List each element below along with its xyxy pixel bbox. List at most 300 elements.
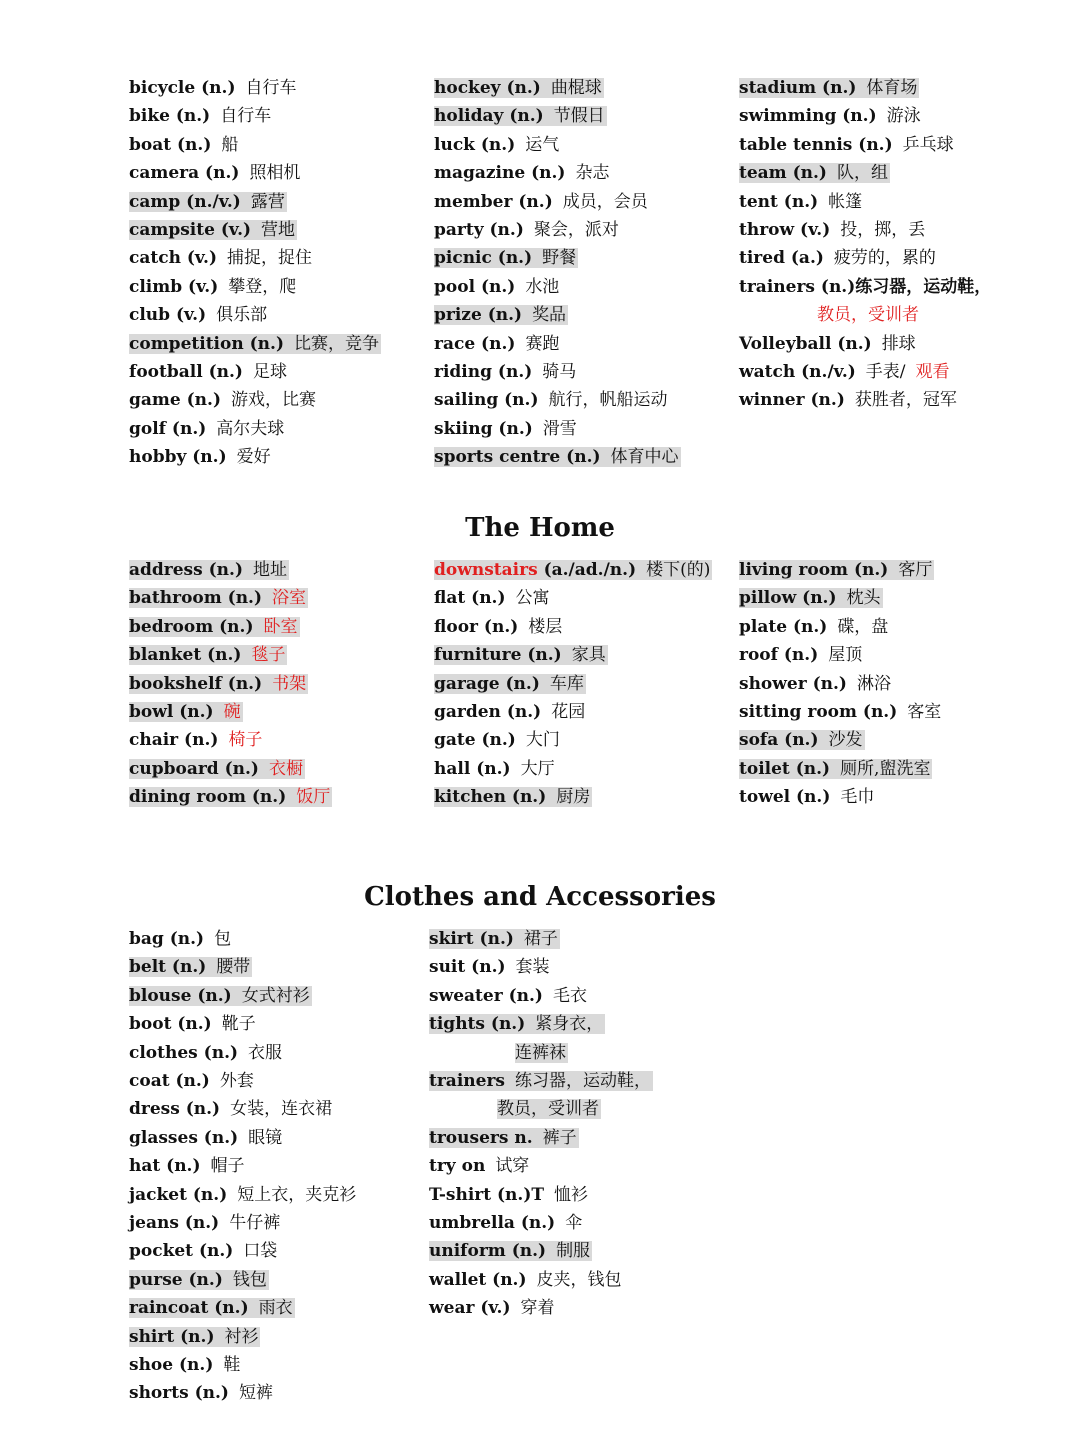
vocab-term: tights (n.): [429, 1014, 526, 1035]
vocab-entry: [434, 218, 619, 242]
vocab-entry: [739, 360, 950, 384]
vocab-translation: 大厅: [520, 758, 555, 779]
vocab-translation: 节假日: [553, 106, 605, 127]
vocab-term: boat (n.): [129, 134, 212, 155]
vocab-entry-content: [129, 447, 271, 467]
vocab-entry: [429, 1097, 601, 1121]
vocab-entry: [434, 133, 559, 157]
vocab-translation: 车库: [549, 673, 584, 694]
vocab-term: sitting room (n.): [739, 702, 898, 722]
vocab-term: magazine (n.): [434, 163, 566, 184]
vocab-translation: 包: [214, 929, 232, 949]
vocab-translation: 毛巾: [840, 787, 875, 808]
vocab-term: pocket (n.): [129, 1241, 234, 1262]
vocab-term: holiday (n.): [434, 106, 544, 127]
vocab-translation: 公寓: [515, 588, 550, 609]
vocab-entry: [429, 1012, 605, 1036]
vocab-entry-content: [429, 1156, 529, 1176]
vocab-term: shoe (n.): [129, 1355, 214, 1375]
vocab-term: living room (n.): [739, 560, 889, 580]
vocab-entry-content: [429, 1270, 622, 1290]
vocab-entry: [434, 104, 607, 128]
vocab-translation: 沙发: [828, 730, 863, 751]
vocab-term: trousers n.: [429, 1127, 533, 1148]
vocab-entry-content: [739, 645, 862, 665]
vocab-entry-content: [739, 730, 865, 750]
vocab-entry-content: [739, 362, 950, 382]
vocab-term: cupboard (n.): [129, 758, 259, 779]
vocab-term: shirt (n.): [129, 1326, 215, 1347]
vocab-term: campsite (v.): [129, 220, 252, 240]
vocab-entry-content: [739, 560, 934, 580]
vocab-entry-content: [429, 1298, 555, 1318]
vocab-entry: [129, 303, 267, 327]
vocab-entry-content: [129, 1241, 277, 1261]
vocab-term: sweater (n.): [429, 985, 543, 1006]
vocab-term: swimming (n.): [739, 106, 877, 127]
vocab-term: plate (n.): [739, 616, 828, 637]
vocab-translation: 自行车: [220, 106, 272, 127]
vocab-entry: [429, 1126, 579, 1150]
vocab-translation: 游戏，比赛: [231, 390, 316, 411]
vocab-translation: 水池: [525, 276, 560, 297]
vocab-term: tired (a.): [739, 248, 824, 269]
vocab-translation: 地址: [253, 560, 287, 580]
vocab-entry: [434, 76, 604, 100]
vocab-translation: 伞: [565, 1213, 583, 1233]
vocab-entry-content: [739, 617, 888, 637]
vocab-entry: [129, 445, 271, 469]
vocab-entry-content: [429, 1014, 605, 1034]
vocab-term: hobby (n.): [129, 447, 227, 468]
vocab-term: bedroom (n.): [129, 616, 254, 637]
vocab-entry: [739, 388, 957, 412]
vocab-entry-content: [739, 106, 921, 126]
vocab-translation: 捕捉，捉住: [227, 248, 313, 269]
vocab-entry-content: [429, 957, 550, 977]
vocab-entry-content: [429, 929, 560, 949]
vocab-translation: 照相机: [249, 163, 301, 184]
vocab-term: T-shirt (n.)T: [429, 1184, 545, 1205]
vocab-entry: [129, 218, 297, 242]
vocab-term: towel (n.): [739, 787, 831, 808]
vocab-entry-content: [129, 220, 297, 240]
vocab-entry: [129, 133, 238, 157]
vocab-entry: [434, 445, 681, 469]
vocab-translation: 乒乓球: [902, 134, 954, 155]
vocab-entry-content: [129, 334, 381, 354]
vocab-entry: [129, 757, 305, 781]
vocab-entry: [429, 1154, 529, 1178]
vocab-entry-content: [434, 419, 577, 439]
vocab-entry-content: [739, 702, 941, 722]
vocab-entry: [739, 246, 936, 270]
vocab-term: clothes (n.): [129, 1042, 239, 1063]
vocab-entry: [129, 1154, 245, 1178]
vocab-translation: 曲棍球: [550, 78, 602, 98]
vocab-term: (a./ad./n.): [537, 560, 637, 580]
vocab-entry: [129, 785, 332, 809]
vocab-term: competition (n.): [129, 333, 284, 354]
vocab-translation: 野餐: [542, 248, 577, 269]
vocab-translation: 手表/: [865, 362, 906, 382]
vocab-term: sofa (n.): [739, 730, 819, 751]
vocab-translation: 杂志: [575, 163, 610, 184]
vocab-entry: [434, 586, 550, 610]
vocab-entry: [129, 275, 296, 299]
vocab-entry-content: [129, 362, 287, 382]
vocab-term: garden (n.): [434, 702, 542, 722]
vocab-entry-content: [434, 617, 562, 637]
vocab-entry-content: [129, 163, 300, 183]
vocab-entry-content: [434, 248, 578, 268]
vocab-entry: [434, 246, 578, 270]
vocab-entry-content: [434, 277, 559, 297]
vocab-entry: [429, 1296, 555, 1320]
vocab-term: riding (n.): [434, 362, 533, 382]
vocab-entry-content: [129, 192, 287, 212]
vocab-entry: [434, 303, 568, 327]
vocab-term: jeans (n.): [129, 1213, 220, 1233]
vocab-entry: [129, 1211, 280, 1235]
vocab-translation: 饭厅: [296, 787, 331, 808]
vocab-entry-content: [739, 334, 916, 354]
vocab-term: jacket (n.): [129, 1184, 228, 1205]
vocab-term: pillow (n.): [739, 588, 837, 609]
vocab-translation: 碗: [223, 702, 241, 722]
vocab-entry: [434, 417, 577, 441]
vocab-translation: 帽子: [210, 1156, 245, 1177]
vocab-term: floor (n.): [434, 616, 519, 637]
vocab-entry: [129, 161, 300, 185]
vocab-translation: 穿着: [520, 1298, 555, 1319]
vocab-term: party (n.): [434, 220, 524, 240]
vocab-term: boot (n.): [129, 1014, 212, 1035]
vocab-entry-content: [129, 1071, 254, 1091]
vocab-entry-content: [129, 1270, 269, 1290]
vocab-term: bathroom (n.): [129, 588, 263, 609]
vocab-entry-content: [129, 305, 267, 325]
vocab-entry: [739, 700, 941, 724]
vocab-entry-content: [129, 1099, 332, 1119]
vocab-entry-content: [129, 617, 300, 637]
vocab-term: luck (n.): [434, 134, 516, 155]
vocab-entry-content: [129, 78, 296, 98]
vocab-entry-content: [429, 1071, 653, 1091]
vocab-translation: 鞋: [223, 1355, 241, 1375]
vocab-term-highlight: downstairs: [434, 560, 538, 580]
vocab-term: dining room (n.): [129, 787, 287, 808]
vocab-entry: [434, 161, 609, 185]
vocab-entry-content: [129, 1383, 273, 1403]
vocab-translation: 楼层: [528, 616, 563, 637]
vocab-translation: 枕头: [846, 588, 881, 609]
vocab-entry-content: [129, 106, 271, 126]
vocab-entry: [434, 643, 608, 667]
vocab-translation: 体育场: [866, 78, 918, 98]
vocab-translation: 获胜者，冠军: [854, 390, 957, 411]
vocab-term: winner (n.): [739, 390, 845, 411]
vocab-entry: [129, 672, 308, 696]
vocab-term: trainers: [429, 1071, 505, 1091]
vocab-entry: [429, 1239, 592, 1263]
vocab-entry-content: [434, 106, 607, 126]
vocab-entry: [129, 388, 316, 412]
vocab-entry-content: [129, 277, 296, 297]
vocab-term: stadium (n.): [739, 78, 857, 98]
vocab-translation: 眼镜: [248, 1127, 283, 1148]
vocab-entry: [739, 133, 954, 157]
vocab-entry: [129, 586, 308, 610]
vocab-entry: [429, 1041, 568, 1065]
vocab-translation: 奖品: [532, 305, 567, 326]
vocab-translation: 花园: [551, 702, 586, 722]
vocab-translation: 滑雪: [542, 418, 577, 439]
vocab-term: furniture (n.): [434, 645, 562, 666]
vocab-entry: [434, 190, 648, 214]
vocab-term: skirt (n.): [429, 929, 514, 949]
vocab-term: sailing (n.): [434, 390, 539, 411]
vocab-entry-content: [434, 78, 604, 98]
vocab-translation: 聚会，派对: [533, 220, 619, 240]
vocab-entry-content: [434, 362, 576, 382]
vocab-entry-content: [434, 305, 568, 325]
vocab-translation: 投，掷，丢: [840, 220, 926, 240]
vocab-translation: 教员，受训者: [497, 1099, 599, 1120]
vocab-entry: [129, 1069, 254, 1093]
vocab-translation: 大门: [525, 730, 560, 751]
vocab-translation: 高尔夫球: [216, 418, 285, 439]
vocab-entry: [739, 643, 862, 667]
vocab-entry: [129, 1268, 269, 1292]
vocab-entry-content: [434, 588, 550, 608]
vocab-term: try on: [429, 1156, 486, 1177]
vocab-term: garage (n.): [434, 673, 540, 694]
vocab-entry-content: [434, 645, 608, 665]
vocab-term: club (v.): [129, 305, 207, 326]
vocab-translation: 卧室: [263, 616, 298, 637]
vocab-entry-content: [129, 1298, 295, 1318]
vocab-entry: [129, 700, 243, 724]
vocab-entry: [429, 1268, 622, 1292]
vocab-entry-content: [129, 957, 252, 977]
vocab-translation: 雨衣: [258, 1298, 293, 1319]
vocab-term: wear (v.): [429, 1298, 511, 1319]
vocab-term: raincoat (n.): [129, 1298, 249, 1319]
vocab-entry-content: [739, 277, 991, 297]
vocab-term: shower (n.): [739, 673, 847, 694]
vocab-term: hat (n.): [129, 1156, 201, 1177]
vocab-translation-highlight: 观看: [915, 362, 950, 382]
vocab-entry-content: [129, 929, 231, 949]
vocab-term: football (n.): [129, 362, 243, 382]
vocab-term: bike (n.): [129, 106, 211, 127]
vocab-term: chair (n.): [129, 730, 219, 751]
section-heading-home: The Home: [465, 513, 615, 543]
vocab-entry: [434, 615, 562, 639]
vocab-entry-content: [434, 163, 609, 183]
vocab-entry: [739, 76, 919, 100]
vocab-term: belt (n.): [129, 957, 207, 978]
vocab-translation: 外套: [219, 1071, 254, 1091]
vocab-translation: 皮夹，钱包: [536, 1269, 622, 1290]
vocab-entry: [129, 1041, 282, 1065]
vocab-translation: 爱好: [236, 447, 271, 468]
vocab-translation: 女装，连衣裙: [230, 1099, 333, 1120]
vocab-entry-content: [129, 645, 287, 665]
vocab-entry: [129, 615, 300, 639]
vocab-entry-content: [129, 1014, 256, 1034]
vocab-translation: 成员，会员: [562, 191, 648, 212]
vocab-entry-content: [434, 702, 585, 722]
vocab-translation: 腰带: [216, 957, 251, 978]
vocab-term: watch (n./v.): [739, 362, 856, 382]
vocab-entry: [434, 275, 559, 299]
vocab-entry-content: [129, 248, 312, 268]
vocab-entry: [129, 1183, 356, 1207]
vocab-entry-content: [434, 135, 559, 155]
vocab-entry: [429, 1069, 653, 1093]
vocab-translation: 厕所,盥洗室: [840, 758, 931, 779]
vocab-term: climb (v.): [129, 276, 219, 297]
vocab-entry: [434, 728, 560, 752]
vocab-translation: 疲劳的，累的: [833, 248, 936, 269]
vocab-entry-content: [434, 759, 555, 779]
vocab-translation: 航行，帆船运动: [548, 390, 668, 411]
vocab-term: blanket (n.): [129, 645, 242, 666]
vocab-term: suit (n.): [429, 957, 506, 978]
vocab-term: pool (n.): [434, 276, 516, 297]
vocab-entry: [739, 218, 925, 242]
vocab-entry: [739, 558, 934, 582]
vocab-term: camera (n.): [129, 163, 240, 184]
vocab-entry: [129, 1296, 295, 1320]
vocab-term: blouse (n.): [129, 985, 232, 1006]
vocab-translation: 厨房: [556, 787, 591, 808]
vocab-translation: 衣服: [248, 1042, 283, 1063]
vocab-translation: 比赛，竞争: [293, 333, 379, 354]
vocab-translation: 钱包: [232, 1269, 267, 1290]
vocab-entry-content: [817, 305, 919, 325]
vocab-entry-content: [739, 192, 862, 212]
vocab-translation: 恤衫: [554, 1184, 589, 1205]
vocab-term: hall (n.): [434, 758, 511, 779]
vocab-entry-content: [129, 1327, 260, 1347]
vocab-term: picnic (n.): [434, 248, 533, 269]
vocab-translation: 套装: [515, 957, 550, 978]
vocab-entry: [434, 700, 585, 724]
vocab-term: table tennis (n.): [739, 134, 893, 155]
vocab-term: Volleyball (n.): [739, 333, 872, 354]
vocab-translation: 裤子: [542, 1127, 577, 1148]
vocab-entry-content: [497, 1099, 601, 1119]
vocab-term: throw (v.): [739, 220, 831, 240]
vocab-entry-content: [434, 560, 712, 580]
vocab-entry-content: [129, 135, 238, 155]
vocab-term: address (n.): [129, 560, 243, 580]
vocab-entry-content: [739, 588, 883, 608]
vocab-entry: [434, 757, 555, 781]
vocab-term: purse (n.): [129, 1269, 223, 1290]
vocab-entry: [129, 332, 381, 356]
vocab-entry: [129, 984, 312, 1008]
vocab-translation: 练习器，运动鞋，: [515, 1071, 651, 1091]
vocab-translation: 书架: [272, 673, 307, 694]
vocab-entry: [739, 785, 874, 809]
vocab-entry: [129, 417, 284, 441]
vocab-term: bowl (n.): [129, 702, 214, 722]
vocab-entry-content: [434, 220, 619, 240]
vocab-entry-content: [129, 1128, 282, 1148]
vocab-entry: [129, 1239, 277, 1263]
vocab-term: bicycle (n.): [129, 78, 236, 98]
vocab-entry: [434, 558, 712, 582]
vocab-entry-content: [129, 674, 308, 694]
vocab-translation: 裙子: [523, 929, 558, 949]
vocab-translation: 毯子: [251, 645, 286, 666]
vocab-term: roof (n.): [739, 645, 819, 666]
vocab-entry: [739, 303, 919, 327]
vocab-entry: [429, 1211, 582, 1235]
vocab-entry-content: [434, 192, 648, 212]
vocab-translation: 短裤: [238, 1383, 273, 1404]
vocab-term: catch (v.): [129, 248, 218, 269]
vocab-entry-content: [739, 78, 919, 98]
vocab-term: skiing (n.): [434, 418, 533, 439]
vocab-entry: [129, 104, 271, 128]
vocab-entry: [129, 927, 231, 951]
vocab-entry: [434, 672, 586, 696]
vocab-translation: 衬衫: [224, 1326, 259, 1347]
vocab-term: gate (n.): [434, 730, 516, 751]
vocab-term: race (n.): [434, 333, 516, 354]
vocab-entry-content: [434, 730, 560, 750]
vocab-translation: 屋顶: [828, 645, 863, 666]
vocab-entry: [129, 190, 287, 214]
vocab-translation: 赛跑: [525, 333, 560, 354]
vocab-entry-content: [739, 674, 891, 694]
vocab-translation: 排球: [881, 333, 916, 354]
vocab-entry-content: [434, 674, 586, 694]
vocab-translation: 衣橱: [268, 758, 303, 779]
vocab-entry: [739, 104, 921, 128]
vocab-entry-content: [739, 135, 954, 155]
vocab-entry: [129, 728, 262, 752]
vocab-entry: [129, 955, 252, 979]
vocab-entry-content: [434, 447, 681, 467]
vocab-term: team (n.): [739, 163, 827, 184]
vocab-translation: 营地: [261, 220, 296, 240]
vocab-term: hockey (n.): [434, 78, 541, 98]
vocab-entry-content: [129, 702, 243, 722]
vocab-translation: 短上衣，夹克衫: [237, 1184, 357, 1205]
vocab-term: toilet (n.): [739, 758, 831, 779]
vocab-entry: [739, 672, 891, 696]
vocab-entry-content: [429, 1213, 582, 1233]
vocab-entry-content: [129, 1185, 356, 1205]
vocab-term: sports centre (n.): [434, 447, 601, 468]
vocab-term: umbrella (n.): [429, 1213, 556, 1233]
vocab-term: game (n.): [129, 390, 221, 411]
vocab-term: bookshelf (n.): [129, 673, 263, 694]
vocab-entry-content: [429, 1241, 592, 1261]
vocab-translation: 连裤袜: [515, 1042, 566, 1063]
vocab-translation: 椅子: [228, 730, 263, 751]
vocab-entry: [739, 332, 916, 356]
vocab-term: golf (n.): [129, 418, 207, 439]
vocab-term: bag (n.): [129, 929, 205, 949]
vocab-translation: 制服: [556, 1241, 591, 1262]
